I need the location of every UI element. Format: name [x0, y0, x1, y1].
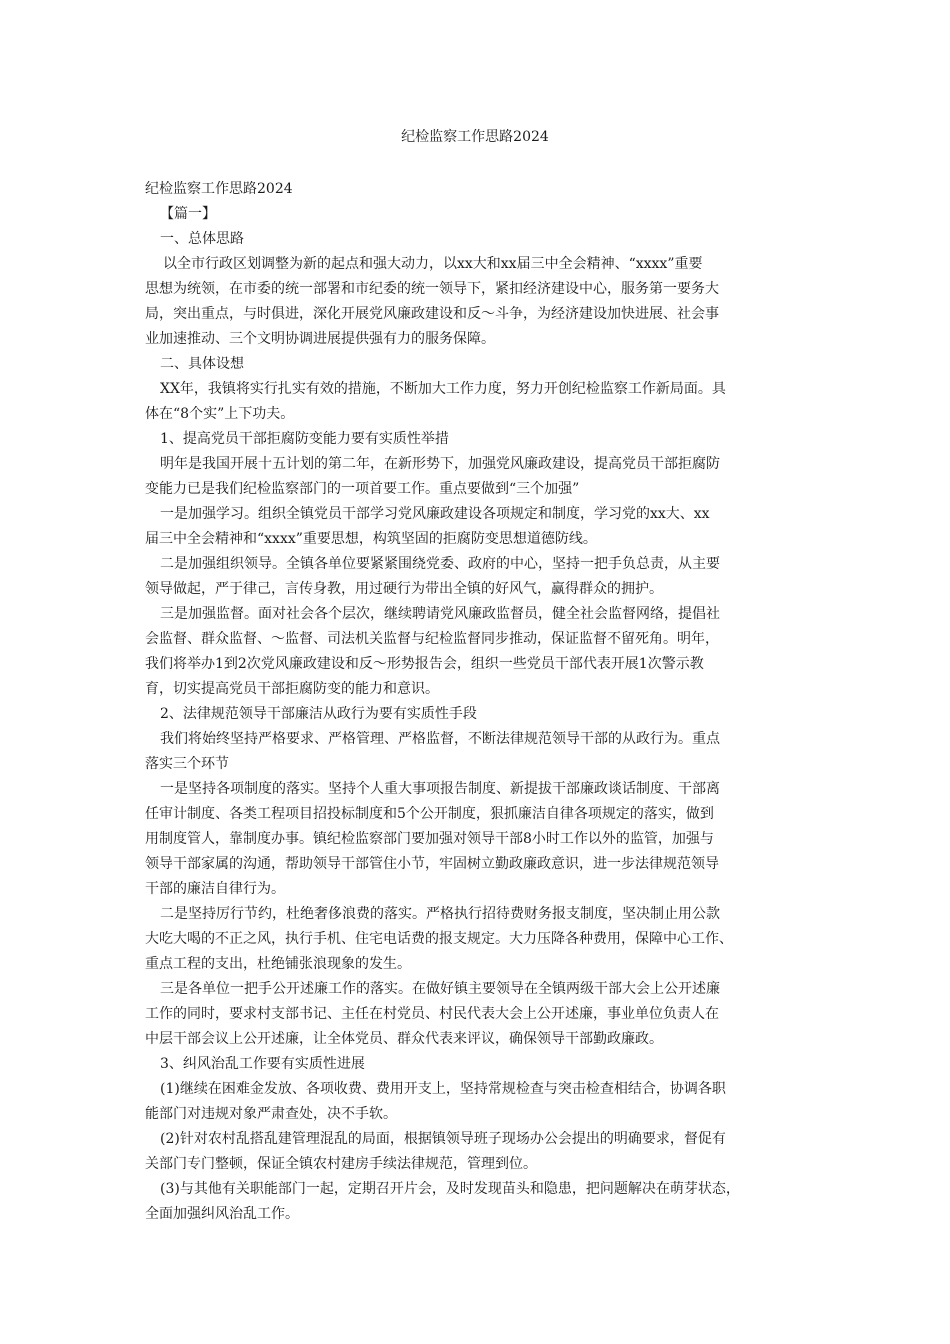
- text-line: (2)针对农村乱搭乱建管理混乱的局面，根据镇领导班子现场办公会提出的明确要求，督促有: [160, 1131, 726, 1147]
- text-line: XX年，我镇将实行扎实有效的措施，不断加大工作力度，努力开创纪检监察工作新局面。具: [160, 381, 726, 397]
- text-line: 一是坚持各项制度的落实。坚持个人重大事项报告制度、新提拔干部廉政谈话制度、干部离: [160, 781, 720, 797]
- document-body: [145, 177, 811, 1227]
- text-line: 领导干部家属的沟通，帮助领导干部管住小节，牢固树立勤政廉政意识，进一步法律规范领导: [145, 856, 719, 872]
- text-line: 业加速推动、三个文明协调进展提供强有力的服务保障。: [145, 331, 495, 347]
- text-line: 二是加强组织领导。全镇各单位要紧紧围绕党委、政府的中心，坚持一把手负总责，从主要: [160, 556, 720, 572]
- text-line: 全面加强纠风治乱工作。: [145, 1206, 299, 1222]
- text-line: 变能力已是我们纪检监察部门的一项首要工作。重点要做到“三个加强”: [145, 481, 580, 497]
- text-line: 大吃大喝的不正之风，执行手机、住宅电话费的报支规定。大力压降各种费用，保障中心工作、: [145, 931, 733, 947]
- text-line: 任审计制度、各类工程项目招投标制度和5个公开制度，狠抓廉洁自律各项规定的落实，做到: [145, 806, 714, 822]
- text-line: 干部的廉洁自律行为。: [145, 881, 285, 897]
- text-line: 三是加强监督。面对社会各个层次，继续聘请党风廉政监督员，健全社会监督网络，提倡社: [160, 606, 720, 622]
- text-line: 思想为统领，在市委的统一部署和市纪委的统一领导下，紧扣经济建设中心，服务第一要务大: [145, 281, 719, 297]
- section-heading: 2、法律规范领导干部廉洁从政行为要有实质性手段: [160, 706, 477, 722]
- text-line: 体在“8个实”上下功夫。: [145, 406, 295, 422]
- section-heading: 一、总体思路: [160, 231, 244, 247]
- text-line: (1)继续在困难金发放、各项收费、费用开支上，坚持常规检查与突击检查相结合，协调各职: [160, 1081, 726, 1097]
- text-line: 一是加强学习。组织全镇党员干部学习党风廉政建设各项规定和制度，学习党的xx大、xx: [160, 506, 710, 522]
- text-line: 以全市行政区划调整为新的起点和强大动力，以xx大和xx届三中全会精神、“xxxx”重要: [163, 256, 703, 272]
- text-line: 中层干部会议上公开述廉，让全体党员、群众代表来评议，确保领导干部勤政廉政。: [145, 1031, 663, 1047]
- text-line: 三是各单位一把手公开述廉工作的落实。在做好镇主要领导在全镇两级干部大会上公开述廉: [160, 981, 720, 997]
- text-line: 届三中全会精神和“xxxx”重要思想，构筑坚固的拒腐防变思想道德防线。: [145, 531, 597, 547]
- text-line: 工作的同时，要求村支部书记、主任在村党员、村民代表大会上公开述廉，事业单位负责人在: [145, 1006, 719, 1022]
- section-heading: 【篇一】: [160, 206, 216, 222]
- text-line: 二是坚持厉行节约，杜绝奢侈浪费的落实。严格执行招待费财务报支制度，坚决制止用公款: [160, 906, 720, 922]
- text-line: 用制度管人，靠制度办事。镇纪检监察部门要加强对领导干部8小时工作以外的监管，加强与: [145, 831, 714, 847]
- section-heading: 二、具体设想: [160, 356, 244, 372]
- text-line: 育，切实提高党员干部拒腐防变的能力和意识。: [145, 681, 439, 697]
- text-line: 重点工程的支出，杜绝铺张浪现象的发生。: [145, 956, 411, 972]
- section-heading: 1、提高党员干部拒腐防变能力要有实质性举措: [160, 431, 449, 447]
- text-line: 能部门对违规对象严肃查处，决不手软。: [145, 1106, 397, 1122]
- text-line: 落实三个环节: [145, 756, 229, 772]
- text-line: 纪检监察工作思路2024: [145, 181, 293, 197]
- text-line: 领导做起，严于律己，言传身教，用过硬行为带出全镇的好风气，赢得群众的拥护。: [145, 581, 663, 597]
- text-line: (3)与其他有关职能部门一起，定期召开片会，及时发现苗头和隐患，把问题解决在萌芽状态，: [160, 1181, 740, 1197]
- text-line: 我们将始终坚持严格要求、严格管理、严格监督，不断法律规范领导干部的从政行为。重点: [160, 731, 720, 747]
- text-line: 我们将举办1到2次党风廉政建设和反～形势报告会，组织一些党员干部代表开展1次警示教: [145, 656, 704, 672]
- text-line: 会监督、群众监督、～监督、司法机关监督与纪检监督同步推动，保证监督不留死角。明年，: [145, 631, 719, 647]
- text-line: 明年是我国开展十五计划的第二年，在新形势下，加强党风廉政建设，提高党员干部拒腐防: [160, 456, 720, 472]
- text-line: 局，突出重点，与时俱进，深化开展党风廉政建设和反～斗争，为经济建设加快进展、社会事: [145, 306, 719, 322]
- document-title: 纪检监察工作思路2024: [401, 129, 549, 145]
- section-heading: 3、纠风治乱工作要有实质性进展: [160, 1056, 365, 1072]
- text-line: 关部门专门整顿，保证全镇农村建房手续法律规范，管理到位。: [145, 1156, 537, 1172]
